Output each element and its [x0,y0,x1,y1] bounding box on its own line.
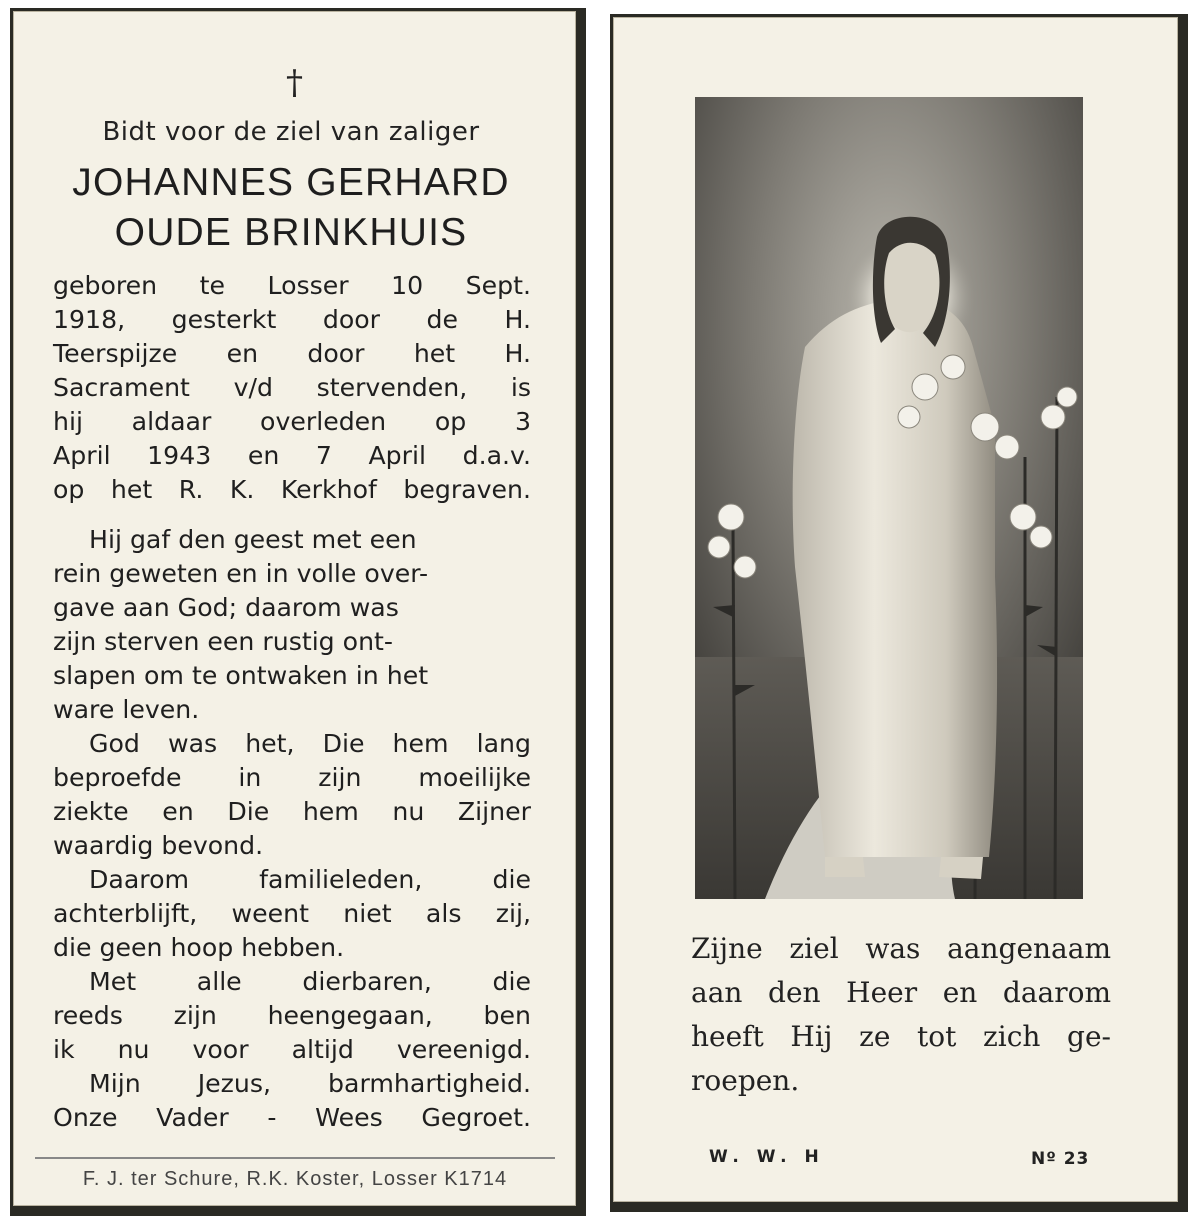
jesus-with-lilies-image [695,97,1083,899]
intro-line: Bidt voor de ziel van zaliger [102,117,480,147]
bio-line: April 1943 en 7 April d.a.v. [53,441,531,470]
bio-line: op het R. K. Kerkhof begraven. [53,475,531,504]
text-line: Met alle dierbaren, die [89,967,531,996]
verse-line: roepen. [691,1064,800,1097]
biography-paragraph [53,269,531,507]
memorial-card-image-side [610,14,1188,1212]
text-line: rein geweten en in volle over- [53,559,429,588]
cross-symbol: † [286,63,303,103]
text-line: ik nu voor altijd vereenigd. [53,1035,531,1064]
printer-credit: F. J. ter Schure, R.K. Koster, Losser K1714 [82,1168,508,1190]
text-line: ware leven. [53,695,200,724]
text-line: God was het, Die hem lang [89,729,531,758]
text-line: Hij gaf den geest met een [89,525,417,554]
prayer-line: Onze Vader - Wees Gegroet. [53,1103,531,1132]
text-line: beproefde in zijn moeilijke [53,763,531,792]
devotional-illustration [695,97,1083,899]
memorial-card-text-side [10,8,586,1216]
bio-line: 1918, gesterkt door de H. [53,305,531,334]
text-line: slapen om te ontwaken in het [53,661,429,690]
prayer-line: Mijn Jezus, barmhartigheid. [89,1069,531,1098]
text-line: achterblijft, weent niet als zij, [53,899,531,928]
bio-line: Teerspijze en door het H. [53,339,531,368]
verse-line: aan den Heer en daarom [691,976,1111,1009]
text-line: waardig bevond. [53,831,264,860]
bio-line: Sacrament v/d stervenden, is [53,373,531,402]
publisher-mark: W. W. H [709,1147,825,1167]
deceased-name-first: JOHANNES GERHARD [72,161,510,204]
text-line: die geen hoop hebben. [53,933,345,962]
text-line: reeds zijn heengegaan, ben [53,1001,531,1030]
verse-line: heeft Hij ze tot zich ge- [691,1020,1111,1053]
spiritual-paragraph-2 [53,727,531,863]
spiritual-paragraph-4 [53,965,531,1067]
text-line: Daarom familieleden, die [89,865,531,894]
prayer-lines [53,1067,531,1135]
text-line: gave aan God; daarom was [53,593,399,622]
bio-line: hij aldaar overleden op 3 [53,407,531,436]
deceased-name-last: OUDE BRINKHUIS [114,211,468,254]
spiritual-paragraph-1 [53,523,531,727]
bio-line: geboren te Losser 10 Sept. [53,271,531,300]
text-line: ziekte en Die hem nu Zijner [53,797,531,826]
verse-line: Zijne ziel was aangenaam [691,932,1111,965]
spiritual-paragraph-3 [53,863,531,965]
card-number: Nº 23 [1031,1149,1090,1169]
divider [35,1157,555,1159]
text-line: zijn sterven een rustig ont- [53,627,394,656]
scripture-verse [691,927,1111,1103]
